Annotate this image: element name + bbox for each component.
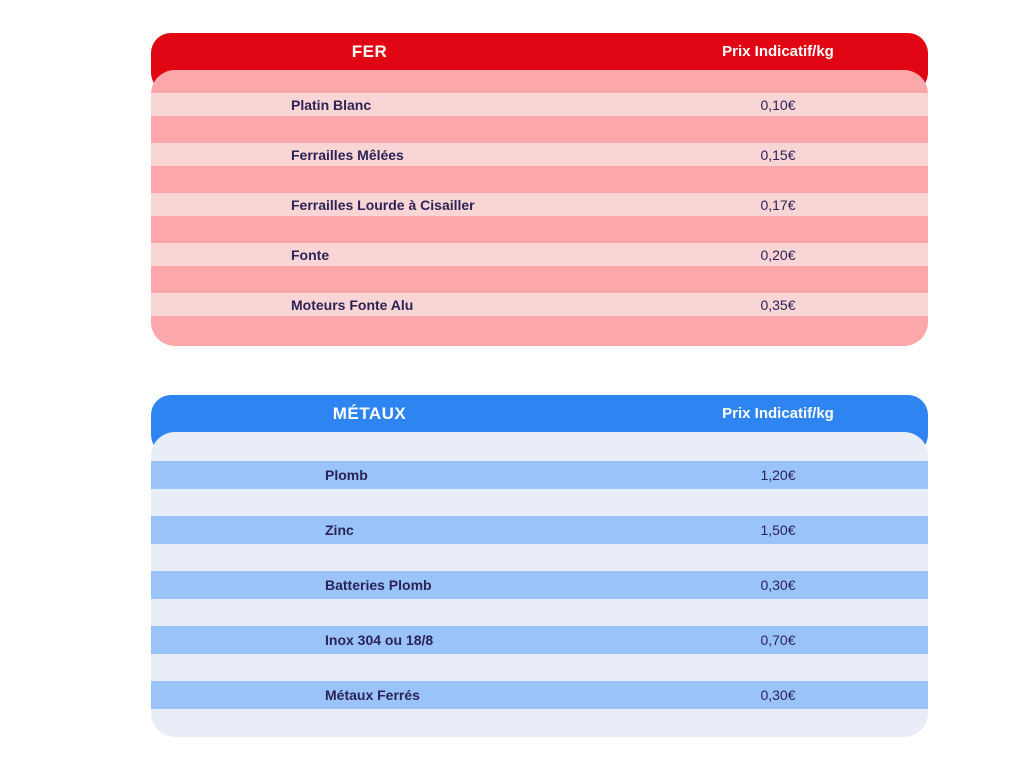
row-price: 0,17€ [760, 196, 796, 213]
table-row [151, 681, 928, 709]
row-label: Métaux Ferrés [325, 687, 420, 703]
row-label: Platin Blanc [291, 96, 372, 113]
table-row [151, 461, 928, 489]
table-row [151, 626, 928, 654]
fer-price-table [151, 33, 928, 346]
row-label: Batteries Plomb [325, 577, 432, 593]
metaux-price-column-header: Prix Indicatif/kg [722, 405, 834, 422]
row-label: Ferrailles Lourde à Cisailler [291, 196, 475, 213]
row-price: 1,50€ [760, 522, 796, 538]
row-price: 0,35€ [760, 296, 796, 313]
row-price: 0,30€ [760, 577, 796, 593]
table-row [151, 243, 928, 266]
row-price: 0,20€ [760, 246, 796, 263]
metaux-table-body [151, 432, 928, 737]
table-row [151, 193, 928, 216]
fer-price-column-header: Prix Indicatif/kg [722, 43, 834, 60]
row-label: Inox 304 ou 18/8 [325, 632, 434, 648]
table-row [151, 143, 928, 166]
row-label: Fonte [291, 246, 330, 263]
metaux-price-table [151, 395, 928, 737]
row-price: 0,70€ [760, 632, 796, 648]
fer-table-title: FER [351, 42, 388, 61]
row-label: Moteurs Fonte Alu [291, 296, 414, 313]
table-row [151, 293, 928, 316]
metaux-table-title: MÉTAUX [332, 404, 407, 423]
row-price: 0,10€ [760, 96, 796, 113]
table-row [151, 571, 928, 599]
row-label: Zinc [325, 522, 354, 538]
row-label: Plomb [325, 467, 368, 483]
row-price: 1,20€ [760, 467, 796, 483]
fer-table-body [151, 70, 928, 346]
row-price: 0,15€ [760, 146, 796, 163]
row-price: 0,30€ [760, 687, 796, 703]
row-label: Ferrailles Mêlées [291, 146, 404, 163]
table-row [151, 93, 928, 116]
table-row [151, 516, 928, 544]
